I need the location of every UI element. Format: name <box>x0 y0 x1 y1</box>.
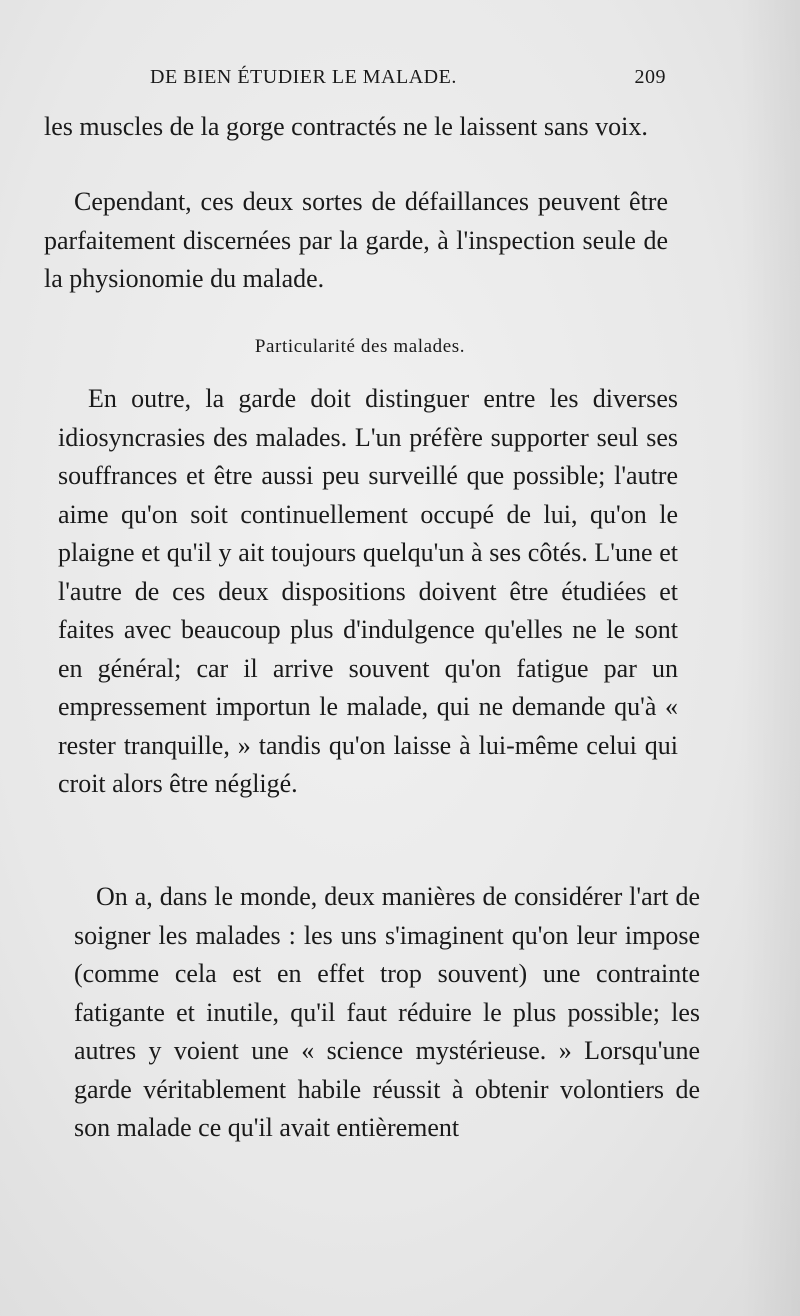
running-head <box>150 66 666 96</box>
paragraph: les muscles de la gorge contractés ne le laissent sans voix. <box>44 112 648 141</box>
running-head-title: DE BIEN ÉTUDIER LE MALADE. <box>150 66 457 88</box>
paragraph: On a, dans le monde, deux manières de considérer l'art de soigner les malades : les uns s'imaginent qu'on leur impose (comme cela est en effet trop souvent) une contrainte fatigante et inutile, qu'il faut réduire le plus possible; les autres y voient une « science mystérieuse. » Lorsqu'une garde véritablement habile réussit à obtenir volontiers de son malade ce qu'il avait entièrement <box>74 882 700 1142</box>
paragraph-continuation <box>44 108 668 147</box>
paragraph-cependant <box>44 183 668 299</box>
paragraph: Cependant, ces deux sortes de défaillances peuvent être parfaitement discernées par la garde, à l'inspection seule de la physionomie du malade. <box>44 187 668 293</box>
paragraph-en-outre <box>58 380 678 804</box>
page-edge-shadow <box>740 0 800 1316</box>
section-heading: Particularité des malades. <box>254 336 466 357</box>
paragraph: En outre, la garde doit distinguer entre les diverses idiosyncrasies des malades. L'un préfère supporter seul ses souffrances et être aussi peu surveillé que possible; l'autre aime qu'on soit continuellement occupé de lui, qu'on le plaigne et qu'il y ait toujours quelqu'un à ses côtés. L'une et l'autre de ces deux dispositions doivent être étudiées et faites avec beaucoup plus d'indulgence qu'elles ne le sont en général; car il arrive souvent qu'on fatigue par un empressement importun le malade, qui ne demande qu'à « rester tranquille, » tandis qu'on laisse à lui-même celui qui croit alors être négligé. <box>58 384 678 798</box>
paragraph-on-a <box>74 878 700 1148</box>
page-number: 209 <box>634 66 666 88</box>
